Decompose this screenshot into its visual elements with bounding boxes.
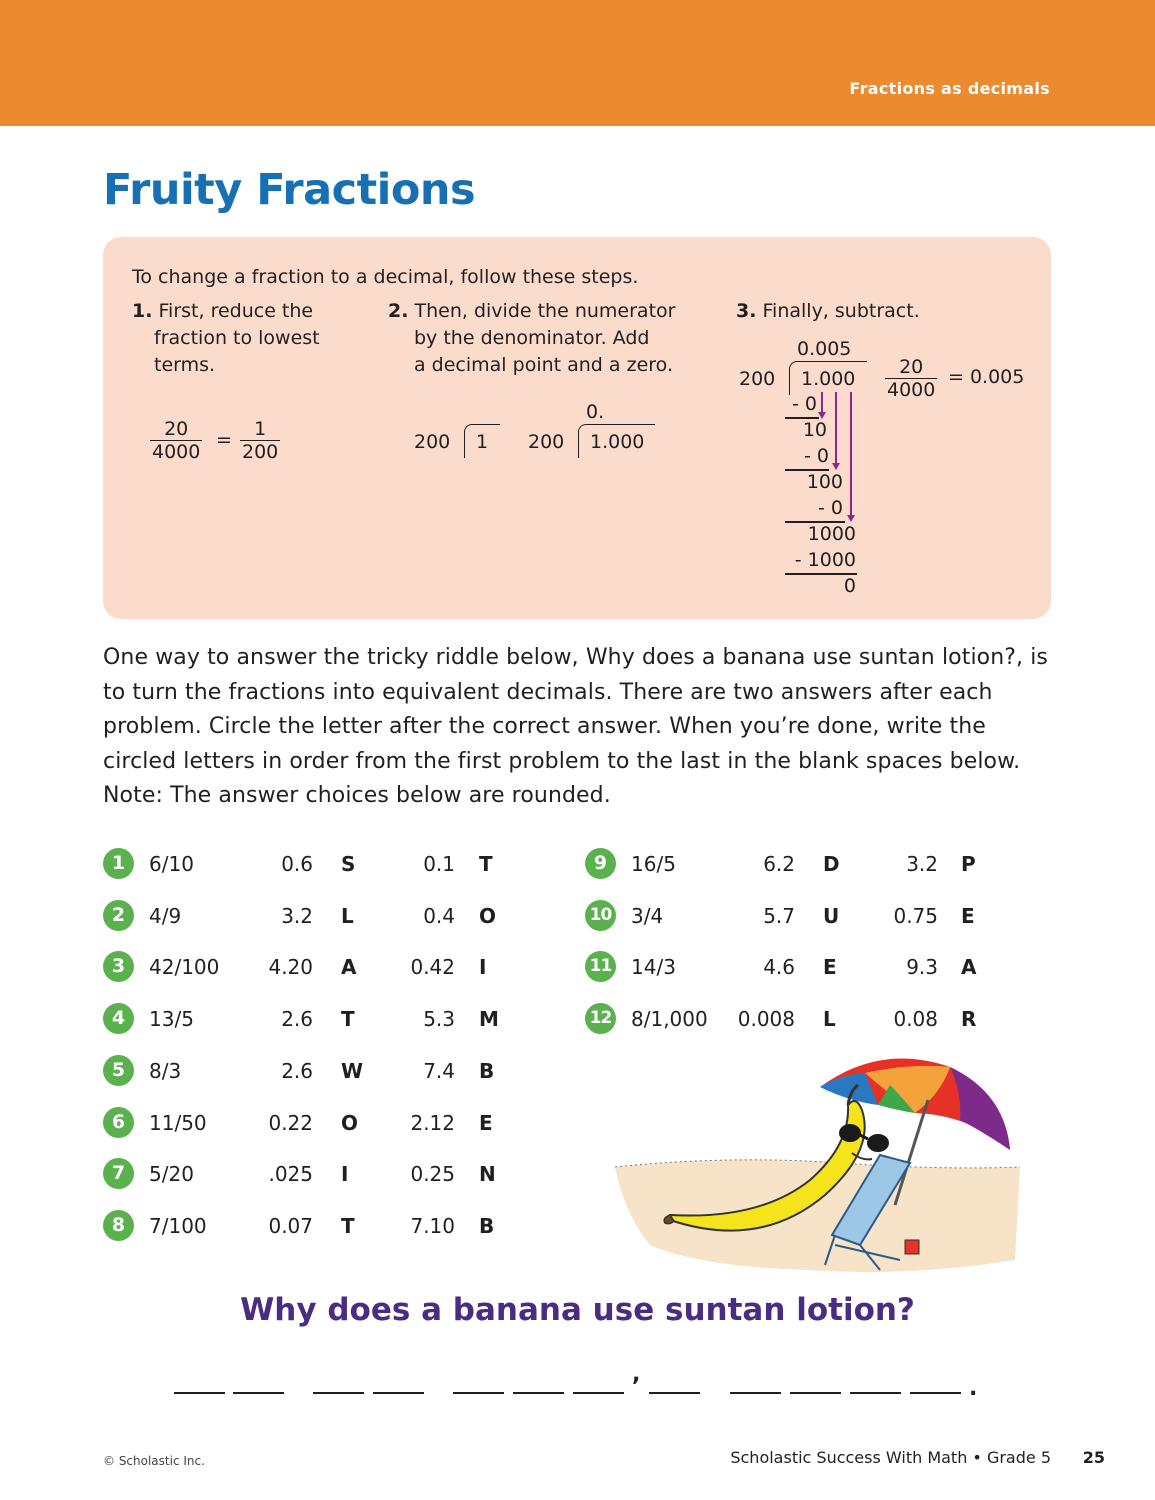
answer-letter-a[interactable]: L [823, 1007, 836, 1032]
bring-down-arrow-3 [850, 392, 852, 517]
problem-number-badge: 8 [103, 1210, 134, 1241]
reduce-denominator-left: 4000 [152, 441, 201, 463]
longdiv-dividend: 1.000 [801, 368, 856, 390]
arrow-head-3 [847, 515, 855, 522]
problem-number-badge: 12 [585, 1003, 616, 1034]
answer-period: . [969, 1376, 978, 1401]
answer-letter-a[interactable]: T [341, 1007, 355, 1032]
problem-row [103, 1210, 523, 1240]
answer-letter-b[interactable]: O [479, 903, 497, 928]
answer-choice-b: 7.10 [410, 1213, 455, 1238]
longdiv-row-8: 0 [843, 575, 856, 597]
longdiv-row-4: 100 [806, 471, 843, 493]
problem-row [103, 848, 523, 878]
answer-choice-a: 2.6 [281, 1058, 313, 1083]
answer-choice-a: 6.2 [763, 852, 795, 876]
longdiv-row-3: - 0 [804, 445, 829, 467]
step-1 [132, 298, 320, 379]
header-band [0, 0, 1155, 126]
divisor-2: 200 [528, 431, 565, 453]
answer-choice-b: 3.2 [906, 852, 938, 876]
answer-letter-b[interactable]: R [961, 1007, 977, 1032]
answer-choice-b: 2.12 [410, 1110, 455, 1135]
quotient-2: 0. [586, 401, 605, 423]
problem-fraction: 42/100 [149, 955, 220, 980]
answer-choice-b: 5.3 [423, 1007, 455, 1032]
answer-letter-b[interactable]: B [479, 1058, 495, 1083]
answer-letter-a[interactable]: U [823, 903, 840, 928]
answer-letter-a[interactable]: T [341, 1213, 355, 1238]
arrow-head-1 [818, 412, 826, 419]
dividend-1: 1 [476, 431, 489, 453]
answer-choice-a: 0.07 [268, 1213, 313, 1238]
result-numerator: 20 [885, 356, 937, 379]
page-number: 25 [1082, 1448, 1105, 1467]
result-value: = 0.005 [948, 366, 1025, 388]
answer-letter-b[interactable]: E [961, 903, 975, 928]
result-denominator: 4000 [887, 379, 936, 401]
problem-fraction: 4/9 [149, 903, 182, 928]
step-2 [388, 298, 675, 379]
answer-blank-7[interactable] [573, 1392, 624, 1394]
step-1-line3: terms. [154, 354, 216, 376]
reduce-fraction-right [240, 418, 280, 463]
problem-fraction: 7/100 [149, 1213, 207, 1238]
result-fraction [885, 356, 937, 401]
steps-intro: To change a fraction to a decimal, follow these steps. [132, 266, 639, 288]
riddle-question: Why does a banana use suntan lotion? [240, 1292, 915, 1328]
page-title: Fruity Fractions [103, 165, 476, 215]
step-2-number: 2. [388, 300, 409, 322]
banana-illustration [610, 1055, 1030, 1280]
step-1-line2: fraction to lowest [154, 327, 320, 349]
step-1-line1: First, reduce the [158, 300, 314, 322]
step-3-number: 3. [736, 300, 757, 322]
step-2-line1: Then, divide the numerator [414, 300, 676, 322]
answer-choice-a: 5.7 [763, 903, 795, 928]
problem-number-badge: 3 [103, 951, 134, 982]
longdiv-row-2: 10 [802, 419, 827, 441]
problem-fraction: 8/1,000 [631, 1007, 708, 1032]
answer-letter-b[interactable]: T [479, 852, 493, 876]
answer-choice-a: 2.6 [281, 1007, 313, 1032]
longdiv-row-1: - 0 [792, 393, 817, 415]
longdiv-row-6: 1000 [807, 523, 856, 545]
reduce-numerator-right: 1 [240, 418, 280, 441]
problem-row [103, 900, 523, 930]
answer-letter-b[interactable]: B [479, 1213, 495, 1238]
answer-letter-a[interactable]: E [823, 955, 837, 980]
answer-blank-9[interactable] [730, 1392, 781, 1394]
answer-letter-b[interactable]: M [479, 1007, 499, 1032]
answer-letter-a[interactable]: W [341, 1058, 364, 1083]
problem-fraction: 16/5 [631, 852, 676, 876]
book-title: Scholastic Success With Math • Grade 5 [730, 1448, 1051, 1467]
reduce-fraction-left [150, 418, 202, 463]
answer-choice-b: 0.42 [410, 955, 455, 980]
answer-blank-8[interactable] [649, 1392, 700, 1394]
divisor-1: 200 [414, 431, 451, 453]
answer-choice-b: 0.08 [893, 1007, 938, 1032]
problem-row [103, 1003, 523, 1033]
problem-number-badge: 6 [103, 1107, 134, 1138]
problem-fraction: 8/3 [149, 1058, 182, 1083]
answer-choice-b: 0.75 [893, 903, 938, 928]
answer-letter-a[interactable]: D [823, 852, 840, 876]
problem-row [585, 951, 1005, 981]
answer-choice-a: 3.2 [281, 903, 313, 928]
bring-down-arrow-1 [821, 392, 823, 414]
bring-down-arrow-2 [835, 392, 837, 465]
answer-choice-a: .025 [268, 1162, 313, 1187]
problem-number-badge: 4 [103, 1003, 134, 1034]
problem-row [103, 1107, 523, 1137]
answer-letter-a[interactable]: A [341, 955, 357, 980]
answer-choice-b: 0.25 [410, 1162, 455, 1187]
answer-letter-b[interactable]: A [961, 955, 977, 980]
answer-blank-1[interactable] [174, 1392, 225, 1394]
reduce-numerator-left: 20 [150, 418, 202, 441]
problem-number-badge: 7 [103, 1158, 134, 1189]
problem-number-badge: 1 [103, 848, 134, 879]
answer-letter-b[interactable]: N [479, 1162, 496, 1187]
answer-choice-b: 0.4 [423, 903, 455, 928]
copyright: © Scholastic Inc. [103, 1454, 205, 1468]
problem-row [103, 1055, 523, 1085]
answer-letter-a[interactable]: S [341, 852, 356, 876]
problem-fraction: 3/4 [631, 903, 664, 928]
answer-letter-a[interactable]: L [341, 903, 354, 928]
problem-row [585, 900, 1005, 930]
answer-choice-b: 7.4 [423, 1058, 455, 1083]
problem-number-badge: 10 [585, 900, 616, 931]
answer-blank-12[interactable] [910, 1392, 961, 1394]
longdiv-quotient: 0.005 [797, 338, 852, 360]
step-2-line2: by the denominator. Add [414, 327, 650, 349]
problem-number-badge: 9 [585, 848, 616, 879]
answer-letter-b[interactable]: I [479, 955, 487, 980]
problem-number-badge: 2 [103, 900, 134, 931]
banana-sunbathing-icon [610, 1055, 1030, 1280]
problem-row [103, 1158, 523, 1188]
problem-number-badge: 11 [585, 951, 616, 982]
answer-choice-b: 9.3 [906, 955, 938, 980]
problem-fraction: 5/20 [149, 1162, 194, 1187]
answer-blank-2[interactable] [233, 1392, 284, 1394]
problem-fraction: 13/5 [149, 1007, 194, 1032]
problem-fraction: 11/50 [149, 1110, 207, 1135]
answer-letter-b[interactable]: E [479, 1110, 493, 1135]
longdiv-divisor: 200 [739, 368, 776, 390]
longdiv-row-5: - 0 [818, 497, 843, 519]
instructions-paragraph: One way to answer the tricky riddle below, Why does a banana use suntan lotion?, is to turn the fractions into equivalent decimals. There are two answers after each problem. Circle the letter after the correct answer. When you’re done, write the circled letters in order from the first problem to the last in the blank spaces below. Note: The answer choices below are rounded. [103, 645, 1048, 808]
answer-blank-5[interactable] [453, 1392, 504, 1394]
longdiv-row-7: - 1000 [794, 549, 856, 571]
answer-choice-a: 0.008 [737, 1007, 795, 1032]
reduce-denominator-right: 200 [242, 441, 279, 463]
section-label: Fractions as decimals [849, 79, 1050, 98]
step-3-line1: Finally, subtract. [762, 300, 920, 322]
answer-choice-a: 0.6 [281, 852, 313, 876]
problem-number-badge: 5 [103, 1055, 134, 1086]
answer-blank-4[interactable] [373, 1392, 424, 1394]
answer-letter-b[interactable]: P [961, 852, 976, 876]
problem-fraction: 14/3 [631, 955, 676, 980]
dividend-2: 1.000 [590, 431, 645, 453]
problem-fraction: 6/10 [149, 852, 194, 876]
division-setup-1 [414, 431, 450, 453]
answer-blank-10[interactable] [790, 1392, 841, 1394]
problem-row [585, 1003, 1005, 1033]
step-1-number: 1. [132, 300, 153, 322]
answer-choice-a: 0.22 [268, 1110, 313, 1135]
arrow-head-2 [832, 463, 840, 470]
answer-blank-3[interactable] [313, 1392, 364, 1394]
answer-blank-11[interactable] [850, 1392, 901, 1394]
reduce-equals: = [216, 429, 232, 451]
problem-row [585, 848, 1005, 878]
problem-row [103, 951, 523, 981]
answer-choice-a: 4.20 [268, 955, 313, 980]
answer-blank-6[interactable] [513, 1392, 564, 1394]
step-3 [736, 298, 920, 325]
answer-comma: , [632, 1362, 641, 1387]
answer-letter-a[interactable]: O [341, 1110, 359, 1135]
step-2-line3: a decimal point and a zero. [414, 354, 673, 376]
answer-letter-a[interactable]: I [341, 1162, 349, 1187]
answer-choice-b: 0.1 [423, 852, 455, 876]
answer-choice-a: 4.6 [763, 955, 795, 980]
